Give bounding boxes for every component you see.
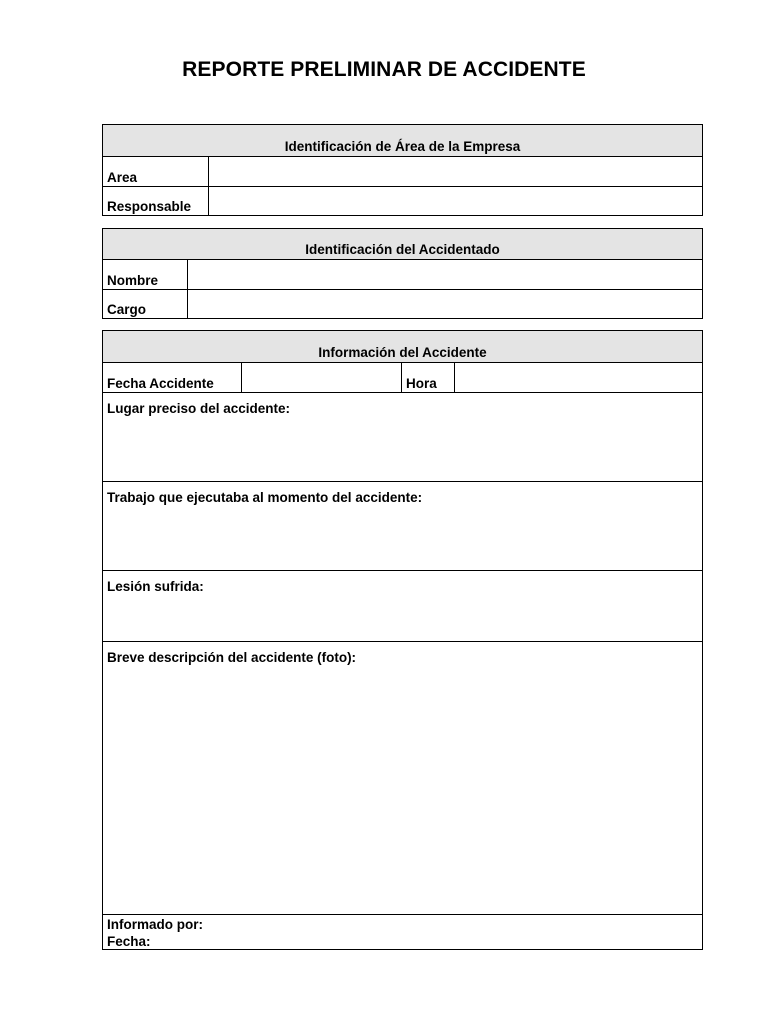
accident-info-header-text: Información del Accidente [318,345,487,360]
lesion-row[interactable] [103,570,702,641]
area-field[interactable] [209,157,702,186]
fecha-label: Fecha: [107,934,151,949]
trabajo-label: Trabajo que ejecutaba al momento del accidente: [107,490,423,505]
cargo-field[interactable] [188,290,702,318]
responsable-field[interactable] [209,187,702,215]
cargo-label: Cargo [103,290,188,318]
nombre-row [103,259,702,289]
injured-person-section [102,228,703,319]
injured-person-header-text: Identificación del Accidentado [305,242,500,257]
area-label: Area [103,157,209,186]
fecha-accidente-label: Fecha Accidente [103,363,242,392]
descripcion-label: Breve descripción del accidente (foto): [107,650,357,665]
accident-info-header [103,331,702,362]
lugar-row[interactable] [103,392,702,481]
lesion-label: Lesión sufrida: [107,579,204,594]
fecha-accidente-field[interactable] [242,363,402,392]
responsable-row [103,186,702,215]
company-area-section [102,124,703,216]
accident-info-section [102,330,703,950]
lugar-label: Lugar preciso del accidente: [107,401,291,416]
injured-person-header [103,229,702,259]
nombre-field[interactable] [188,260,702,289]
nombre-label: Nombre [103,260,188,289]
hora-field[interactable] [455,363,702,392]
company-area-header [103,125,702,156]
page-title: REPORTE PRELIMINAR DE ACCIDENTE [182,58,586,81]
fecha-hora-row [103,362,702,392]
descripcion-row[interactable] [103,641,702,914]
trabajo-row[interactable] [103,481,702,570]
cargo-row [103,289,702,318]
area-row [103,156,702,186]
informado-por-label: Informado por: [107,917,203,932]
responsable-label: Responsable [103,187,209,215]
hora-label: Hora [402,363,455,392]
company-area-header-text: Identificación de Área de la Empresa [284,139,521,154]
footer-row [103,914,702,949]
